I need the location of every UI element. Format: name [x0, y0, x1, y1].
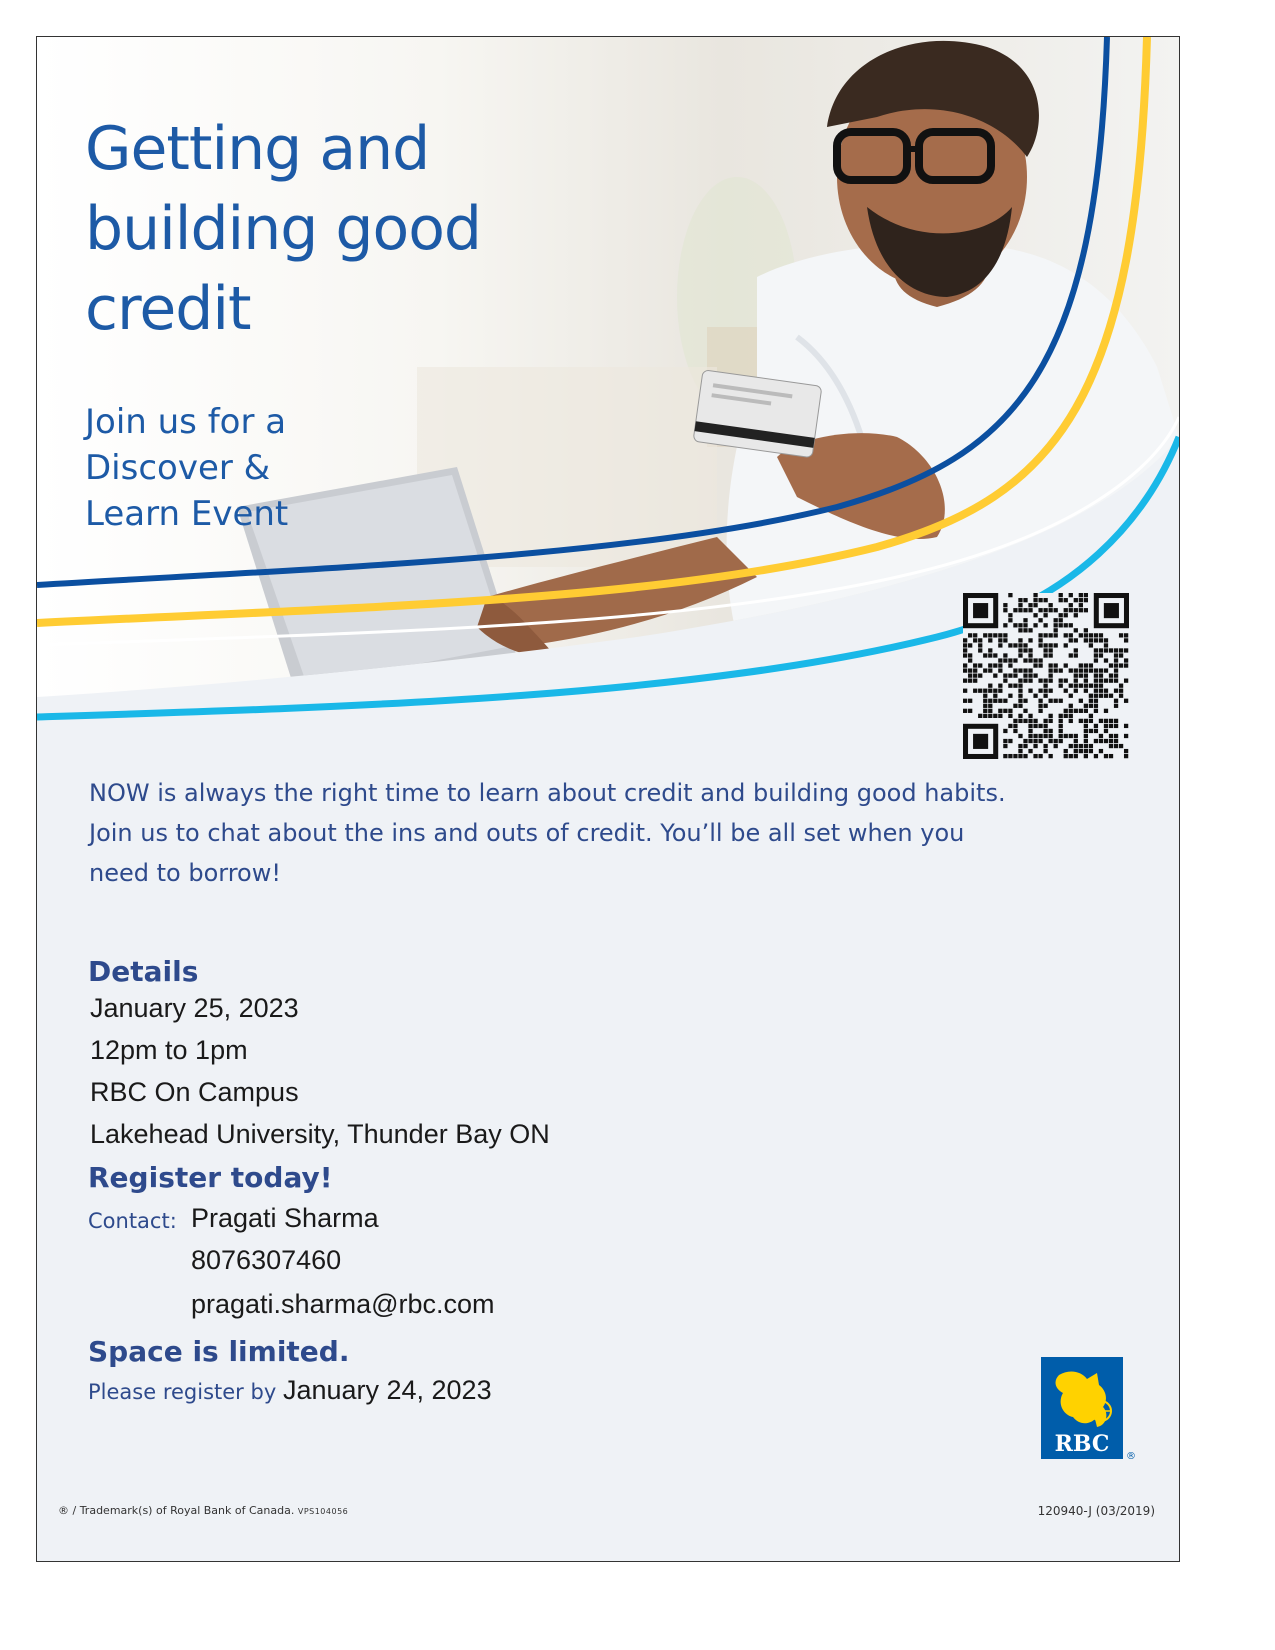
title-line-1: Getting and — [85, 114, 430, 184]
contact-label: Contact: — [88, 1209, 177, 1233]
subtitle-line-3: Learn Event — [85, 494, 289, 534]
logo-registered-mark: ® — [1126, 1451, 1136, 1462]
contact-phone[interactable]: 8076307460 — [191, 1245, 342, 1275]
register-heading: Register today! — [88, 1161, 333, 1194]
title-line-3: credit — [85, 274, 251, 344]
register-by-line — [88, 1375, 492, 1406]
event-venue: RBC On Campus — [90, 1077, 299, 1107]
event-location: Lakehead University, Thunder Bay ON — [90, 1119, 550, 1149]
logo-text: RBC — [1054, 1431, 1110, 1457]
subtitle-line-2: Discover & — [85, 448, 271, 488]
event-subtitle — [85, 399, 288, 537]
register-by-label: Please register by — [88, 1380, 277, 1404]
details-heading: Details — [88, 955, 199, 988]
trademark-code: VPS104056 — [297, 1507, 349, 1516]
contact-email[interactable]: pragati.sharma@rbc.com — [191, 1289, 495, 1319]
register-by-date: January 24, 2023 — [282, 1375, 492, 1405]
event-time: 12pm to 1pm — [90, 1035, 248, 1065]
trademark-text: ® / Trademark(s) of Royal Bank of Canada. — [58, 1504, 295, 1517]
limited-heading: Space is limited. — [88, 1335, 350, 1368]
event-date: January 25, 2023 — [90, 993, 299, 1023]
page-title — [85, 109, 481, 349]
rbc-lion-logo-icon — [1039, 1355, 1139, 1465]
trademark-note — [58, 1504, 348, 1517]
subtitle-line-1: Join us for a — [85, 402, 287, 442]
qr-code-icon[interactable] — [963, 593, 1129, 759]
flyer-page — [36, 36, 1180, 1562]
title-line-2: building good — [85, 194, 481, 264]
form-code: 120940-J (03/2019) — [1037, 1504, 1155, 1518]
intro-paragraph: NOW is always the right time to learn about credit and building good habits. Join us to chat about the ins and outs of credit. You’ll be all set when you need to borrow! — [89, 779, 1006, 887]
contact-name: Pragati Sharma — [191, 1203, 379, 1233]
